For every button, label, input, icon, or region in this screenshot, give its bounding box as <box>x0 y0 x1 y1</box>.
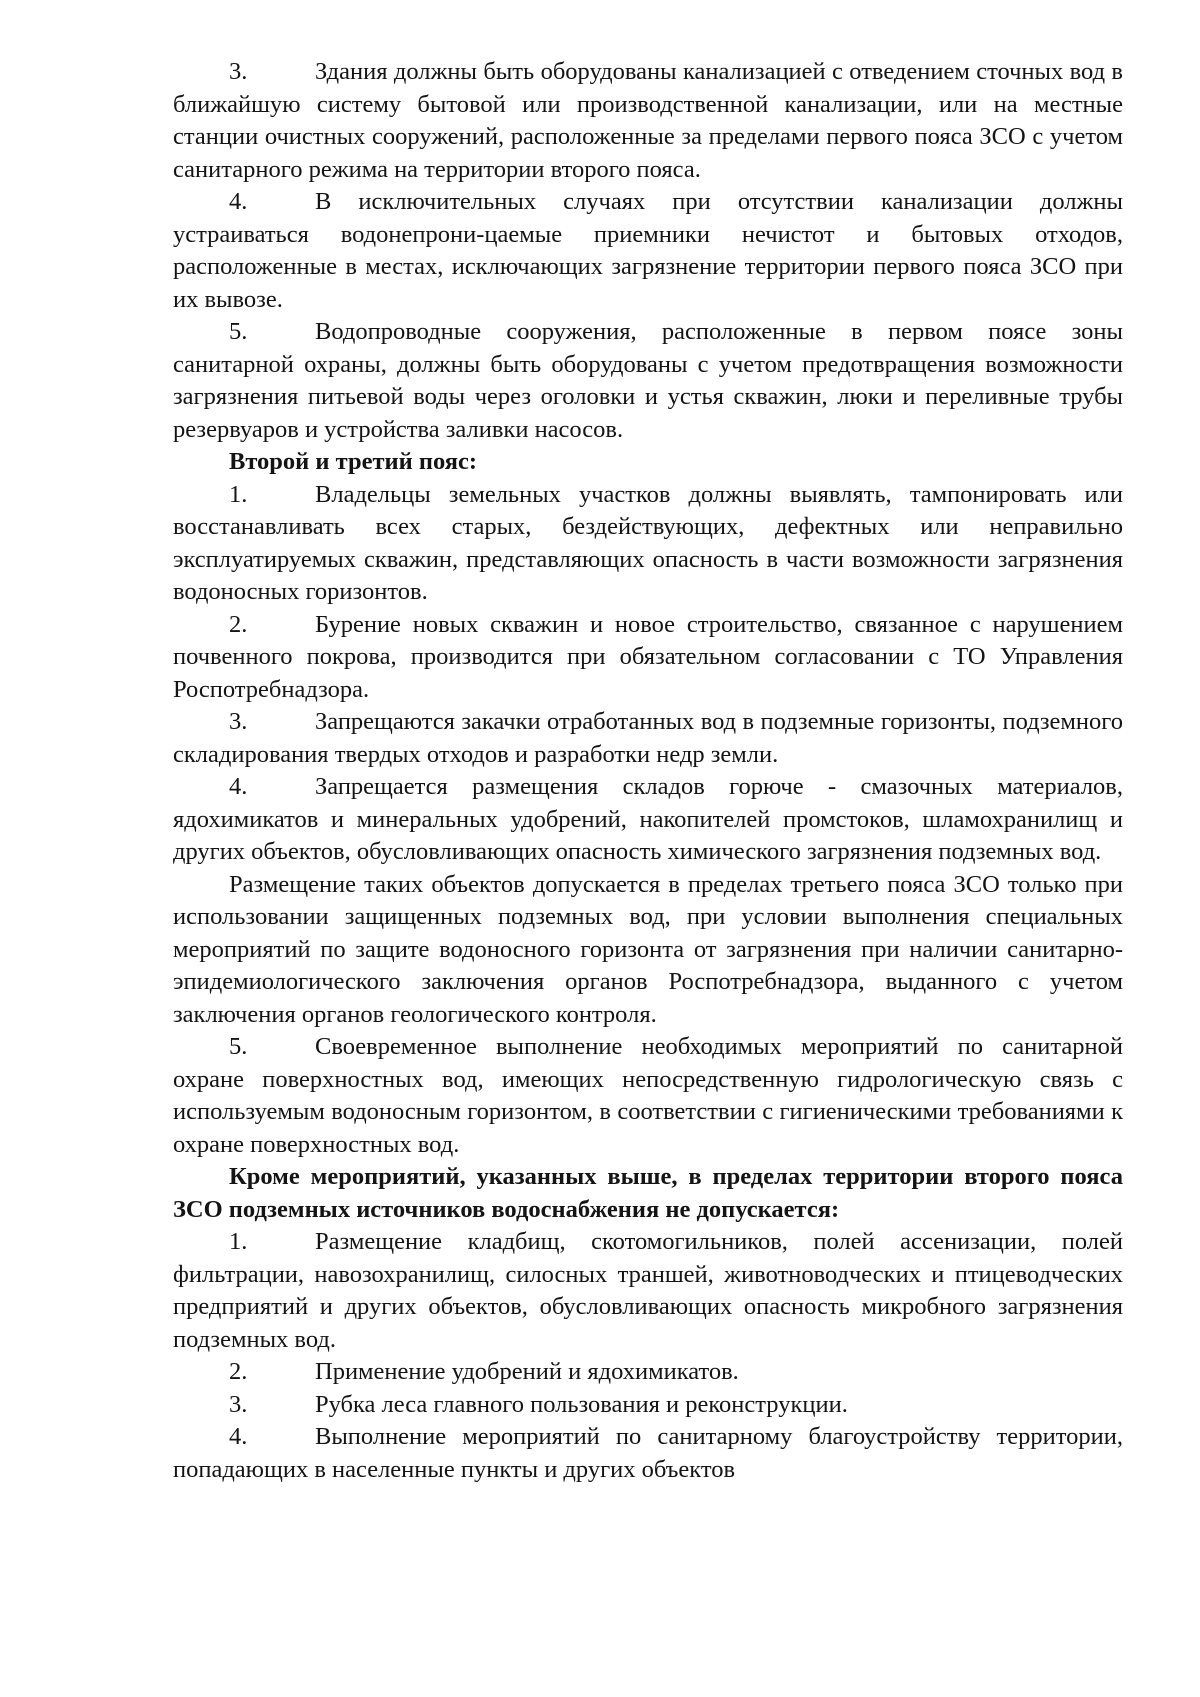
list-item <box>173 56 1123 186</box>
item-text: Здания должны быть оборудованы канализацией с отведением сточных вод в ближайшую систему бытовой или производственной канализации, или на местные станции очистных сооружений, расположенные за пределами первого пояса ЗСО с учетом санитарного режима на территории второго пояса. <box>173 58 1123 183</box>
list-item <box>173 1031 1123 1161</box>
list-item <box>173 1389 1123 1422</box>
section-heading: Кроме мероприятий, указанных выше, в пределах территории второго пояса ЗСО подземных источников водоснабжения не допускается: <box>173 1163 1123 1223</box>
list-item <box>173 186 1123 316</box>
item-number: 2. <box>229 610 248 638</box>
list-item <box>173 609 1123 707</box>
item-text: Рубка леса главного пользования и реконструкции. <box>315 1390 848 1418</box>
item-number: 3. <box>229 1390 248 1418</box>
item-text: Выполнение мероприятий по санитарному благоустройству территории, попадающих в населенные пункты и других объектов <box>173 1423 1123 1483</box>
item-text: Водопроводные сооружения, расположенные в первом поясе зоны санитарной охраны, должны быть оборудованы с учетом предотвращения возможности загрязнения питьевой воды через оголовки и устья скважин, люки и переливные трубы резервуаров и устройства заливки насосов. <box>173 318 1123 443</box>
item-text: Запрещается размещения складов горюче - смазочных материалов, ядохимикатов и минеральных удобрений, накопителей промстоков, шламохранилищ и других объектов, обусловливающих опасность химического загрязнения подземных вод. <box>173 773 1123 865</box>
list-item <box>173 771 1123 869</box>
item-number: 5. <box>229 318 248 345</box>
item-text: Бурение новых скважин и новое строительство, связанное с нарушением почвенного покрова, производится при обязательном согласовании с ТО Управления Роспотребнадзора. <box>173 610 1123 703</box>
item-number: 1. <box>229 1228 248 1255</box>
item-text: В исключительных случаях при отсутствии канализации должны устраиваться водонепрони-цаемые приемники нечистот и бытовых отходов, расположенные в местах, исключающих загрязнение территории первого пояса ЗСО при их вывозе. <box>173 188 1123 313</box>
body-paragraph: Размещение таких объектов допускается в пределах третьего пояса ЗСО только при использовании защищенных подземных вод, при условии выполнения специальных мероприятий по защите водоносного горизонта от загрязнения при наличии санитарно-эпидемиологического заключения органов Роспотребнадзора, выданного с учетом заключения органов геологического контроля. <box>173 870 1123 1028</box>
list-item <box>173 479 1123 609</box>
item-number: 4. <box>229 1423 248 1450</box>
item-text: Размещение кладбищ, скотомогильников, полей ассенизации, полей фильтрации, навозохранилищ, силосных траншей, животноводческих и птицеводческих предприятий и других объектов, обусловливающих опасность микробного загрязнения подземных вод. <box>173 1228 1123 1353</box>
item-number: 4. <box>229 773 248 800</box>
item-text: Применение удобрений и ядохимикатов. <box>315 1358 739 1385</box>
list-item <box>173 316 1123 446</box>
document-page <box>173 56 1123 1486</box>
item-number: 5. <box>229 1033 248 1060</box>
item-number: 3. <box>229 708 248 735</box>
item-number: 4. <box>229 188 248 215</box>
list-item <box>173 706 1123 771</box>
section-heading: Второй и третий пояс: <box>229 448 478 475</box>
item-text: Запрещаются закачки отработанных вод в подземные горизонты, подземного складирования твердых отходов и разработки недр земли. <box>173 708 1123 768</box>
item-text: Своевременное выполнение необходимых мероприятий по санитарной охране поверхностных вод, имеющих непосредственную гидрологическую связь с используемым водоносным горизонтом, в соответствии с гигиеническими требованиями к охране поверхностных вод. <box>173 1033 1123 1158</box>
item-text: Владельцы земельных участков должны выявлять, тампонировать или восстанавливать всех старых, бездействующих, дефектных или неправильно эксплуатируемых скважин, представляющих опасность в части возможности загрязнения водоносных горизонтов. <box>173 480 1123 605</box>
item-number: 1. <box>229 480 248 508</box>
list-item <box>173 1421 1123 1486</box>
list-item <box>173 1356 1123 1389</box>
item-number: 2. <box>229 1358 248 1385</box>
item-number: 3. <box>229 58 248 85</box>
list-item <box>173 1226 1123 1356</box>
